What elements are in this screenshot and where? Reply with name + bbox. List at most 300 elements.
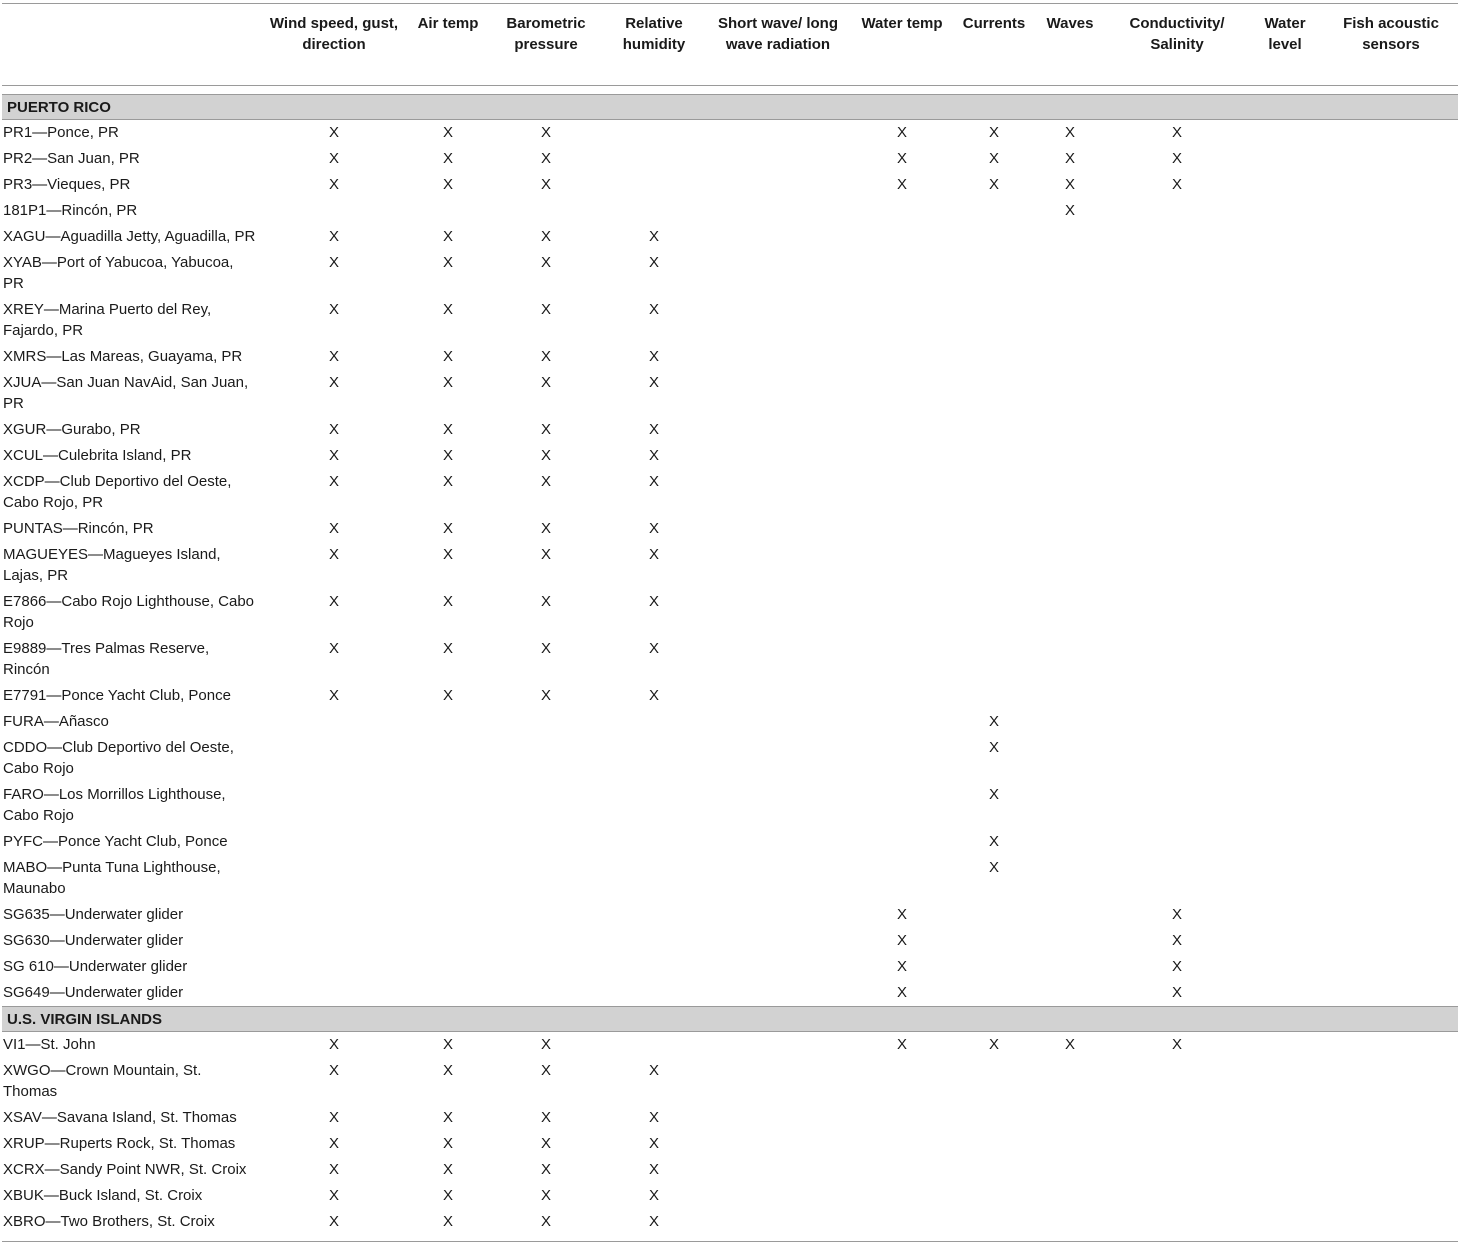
sensor-mark-cell — [600, 782, 708, 829]
sensor-mark-cell — [1324, 344, 1458, 370]
sensor-mark-cell: X — [328, 1109, 339, 1126]
sensor-mark-cell: X — [648, 228, 659, 245]
table-row — [2, 1105, 1458, 1131]
site-name-cell: XMRS—Las Mareas, Guayama, PR — [3, 348, 243, 365]
sensor-mark-cell — [708, 829, 848, 855]
sensor-mark-cell — [1324, 636, 1458, 683]
sensor-mark-cell — [708, 1183, 848, 1209]
sensor-mark-cell — [1108, 224, 1246, 250]
sensor-mark-cell: X — [988, 124, 999, 141]
sensor-mark-cell: X — [328, 640, 339, 657]
sensor-mark-cell: X — [328, 228, 339, 245]
sensor-mark-cell: X — [1171, 932, 1182, 949]
table-body — [2, 86, 1458, 1244]
sensor-mark-cell — [600, 198, 708, 224]
sensor-mark-cell — [1246, 469, 1324, 516]
table-row — [2, 928, 1458, 954]
sensor-mark-cell — [708, 928, 848, 954]
sensor-mark-cell — [492, 980, 600, 1007]
sensor-mark-cell: X — [648, 520, 659, 537]
sensor-mark-cell — [1108, 542, 1246, 589]
sensor-mark-cell: X — [442, 546, 453, 563]
sensor-mark-cell — [956, 344, 1032, 370]
sensor-mark-cell — [1324, 370, 1458, 417]
sensor-mark-cell — [1032, 224, 1108, 250]
sensor-mark-cell — [492, 954, 600, 980]
sensor-mark-cell — [1324, 120, 1458, 147]
sensor-mark-cell — [1324, 297, 1458, 344]
table-row — [2, 417, 1458, 443]
table-row — [2, 224, 1458, 250]
sensor-mark-cell: X — [540, 1161, 551, 1178]
sensor-mark-cell — [1032, 469, 1108, 516]
sensor-mark-cell: X — [328, 1161, 339, 1178]
sensor-mark-cell — [1032, 683, 1108, 709]
sensor-mark-cell — [1246, 224, 1324, 250]
sensor-mark-cell: X — [648, 348, 659, 365]
sensor-mark-cell: X — [1064, 1036, 1075, 1053]
site-name-cell: CDDO—Club Deportivo del Oeste, Cabo Rojo — [3, 739, 234, 777]
sensor-mark-cell: X — [328, 1036, 339, 1053]
sensor-mark-cell — [1032, 735, 1108, 782]
sensor-mark-cell — [1324, 855, 1458, 902]
site-name-cell: 181P1—Rincón, PR — [3, 202, 138, 219]
sensor-mark-cell — [848, 709, 956, 735]
sensor-mark-cell: X — [648, 687, 659, 704]
sensor-mark-cell — [600, 709, 708, 735]
sensor-mark-cell — [264, 928, 404, 954]
sensor-mark-cell — [492, 829, 600, 855]
sensor-mark-cell — [956, 980, 1032, 1007]
sensor-mark-cell: X — [328, 348, 339, 365]
sensor-mark-cell: X — [328, 520, 339, 537]
sensor-mark-cell: X — [1171, 176, 1182, 193]
sensor-mark-cell: X — [442, 1213, 453, 1230]
sensor-mark-cell — [1108, 782, 1246, 829]
sensor-mark-cell — [1108, 516, 1246, 542]
header-relative-humidity: Relative humidity — [600, 4, 708, 86]
sensor-mark-cell — [1032, 1058, 1108, 1105]
sensor-mark-cell — [600, 172, 708, 198]
sensor-mark-cell: X — [540, 687, 551, 704]
sensor-mark-cell — [956, 1105, 1032, 1131]
header-spacer — [2, 86, 1458, 95]
sensor-mark-cell — [956, 250, 1032, 297]
site-name-cell: PR2—San Juan, PR — [3, 150, 140, 167]
sensor-mark-cell — [1324, 198, 1458, 224]
sensor-mark-cell — [1246, 902, 1324, 928]
site-name-cell: SG649—Underwater glider — [3, 984, 184, 1001]
sensor-mark-cell — [1032, 516, 1108, 542]
sensor-mark-cell: X — [988, 713, 999, 730]
sensor-mark-cell: X — [1171, 906, 1182, 923]
sensor-mark-cell: X — [1171, 958, 1182, 975]
sensor-mark-cell — [1324, 516, 1458, 542]
sensor-mark-cell: X — [442, 1109, 453, 1126]
site-name-cell: E7791—Ponce Yacht Club, Ponce — [3, 687, 231, 704]
table-row — [2, 469, 1458, 516]
sensor-mark-cell: X — [540, 593, 551, 610]
site-name-cell: MAGUEYES—Magueyes Island, Lajas, PR — [3, 546, 221, 584]
sensor-mark-cell — [1324, 1157, 1458, 1183]
site-name-cell: SG630—Underwater glider — [3, 932, 184, 949]
sensor-mark-cell — [1324, 1058, 1458, 1105]
sensor-mark-cell: X — [442, 254, 453, 271]
sensor-mark-cell — [600, 735, 708, 782]
sensor-mark-cell — [1108, 250, 1246, 297]
site-name-cell: XRUP—Ruperts Rock, St. Thomas — [3, 1135, 236, 1152]
sensor-mark-cell: X — [540, 421, 551, 438]
sensor-mark-cell — [264, 855, 404, 902]
table-row — [2, 297, 1458, 344]
sensor-mark-cell — [848, 1209, 956, 1243]
sensor-mark-cell: X — [540, 254, 551, 271]
sensor-mark-cell — [1032, 250, 1108, 297]
table-row — [2, 709, 1458, 735]
sensor-mark-cell — [600, 829, 708, 855]
sensor-mark-cell — [848, 1058, 956, 1105]
sensor-mark-cell — [956, 443, 1032, 469]
sensor-mark-cell: X — [540, 1036, 551, 1053]
sensor-mark-cell — [1108, 1157, 1246, 1183]
sensor-mark-cell — [1108, 417, 1246, 443]
sensor-mark-cell — [1108, 1183, 1246, 1209]
header-air-temp: Air temp — [404, 4, 492, 86]
table-row — [2, 855, 1458, 902]
sensor-mark-cell — [1032, 542, 1108, 589]
sensor-mark-cell — [956, 370, 1032, 417]
table-row — [2, 954, 1458, 980]
sensor-mark-cell — [1246, 709, 1324, 735]
sensor-mark-cell — [956, 928, 1032, 954]
table-row — [2, 120, 1458, 147]
sensor-mark-cell — [1324, 469, 1458, 516]
site-name-cell: PYFC—Ponce Yacht Club, Ponce — [3, 833, 228, 850]
header-row — [2, 4, 1458, 86]
header-site — [2, 4, 264, 86]
site-name-cell: VI1—St. John — [3, 1036, 96, 1053]
sensor-mark-cell — [264, 709, 404, 735]
sensor-mark-cell: X — [328, 447, 339, 464]
site-name-cell: PUNTAS—Rincón, PR — [3, 520, 154, 537]
sensor-mark-cell — [848, 370, 956, 417]
sensor-mark-cell — [1324, 250, 1458, 297]
sensor-mark-cell: X — [442, 520, 453, 537]
sensor-mark-cell — [1246, 636, 1324, 683]
sensor-mark-cell: X — [896, 1036, 907, 1053]
sensor-mark-cell: X — [648, 447, 659, 464]
sensor-mark-cell — [404, 782, 492, 829]
sensor-mark-cell — [956, 636, 1032, 683]
sensor-mark-cell: X — [648, 640, 659, 657]
sensor-mark-cell — [848, 542, 956, 589]
sensor-mark-cell — [1108, 198, 1246, 224]
sensor-mark-cell — [404, 954, 492, 980]
table-row — [2, 902, 1458, 928]
sensor-mark-cell: X — [896, 984, 907, 1001]
table-row — [2, 516, 1458, 542]
table-row — [2, 735, 1458, 782]
site-name-cell: XWGO—Crown Mountain, St. Thomas — [3, 1062, 202, 1100]
site-name-cell: XBRO—Two Brothers, St. Croix — [3, 1213, 215, 1230]
sensor-mark-cell — [1246, 516, 1324, 542]
sensor-mark-cell — [848, 1131, 956, 1157]
sensor-mark-cell — [404, 855, 492, 902]
sensor-mark-cell — [1324, 954, 1458, 980]
section-header-row — [2, 1007, 1458, 1032]
sensor-mark-cell — [1246, 928, 1324, 954]
sensor-mark-cell — [264, 782, 404, 829]
sensor-mark-cell — [600, 146, 708, 172]
sensor-mark-cell — [1324, 417, 1458, 443]
sensor-mark-cell: X — [648, 301, 659, 318]
sensor-mark-cell: X — [896, 150, 907, 167]
sensor-mark-cell: X — [442, 1161, 453, 1178]
sensor-mark-cell: X — [1064, 202, 1075, 219]
table-row — [2, 344, 1458, 370]
sensor-mark-cell — [1324, 1131, 1458, 1157]
sensor-mark-cell — [1108, 829, 1246, 855]
sensor-mark-cell: X — [442, 150, 453, 167]
sensor-mark-cell — [708, 1209, 848, 1243]
sensor-mark-cell — [1108, 1105, 1246, 1131]
sensor-mark-cell — [1032, 344, 1108, 370]
sensor-mark-cell — [1246, 172, 1324, 198]
sensor-mark-cell — [848, 417, 956, 443]
sensor-mark-cell: X — [442, 1062, 453, 1079]
table-row — [2, 542, 1458, 589]
sensor-mark-cell — [264, 735, 404, 782]
sensor-mark-cell — [1324, 709, 1458, 735]
sensor-mark-cell — [600, 928, 708, 954]
sensor-mark-cell: X — [540, 348, 551, 365]
sensor-mark-cell — [1246, 344, 1324, 370]
sensor-mark-cell: X — [442, 1187, 453, 1204]
sensor-mark-cell — [848, 516, 956, 542]
table-row — [2, 683, 1458, 709]
sensor-mark-cell: X — [442, 640, 453, 657]
sensor-mark-cell — [708, 146, 848, 172]
sensor-mark-cell: X — [442, 593, 453, 610]
sensor-mark-cell — [708, 417, 848, 443]
sensor-mark-cell: X — [1064, 176, 1075, 193]
sensor-mark-cell — [848, 782, 956, 829]
sensor-mark-cell — [848, 224, 956, 250]
sensor-mark-cell: X — [442, 124, 453, 141]
sensor-mark-cell — [404, 198, 492, 224]
sensor-mark-cell: X — [540, 374, 551, 391]
sensor-mark-cell — [708, 589, 848, 636]
header-barometric-pressure: Barometric pressure — [492, 4, 600, 86]
site-name-cell: XSAV—Savana Island, St. Thomas — [3, 1109, 237, 1126]
sensor-mark-cell — [1324, 146, 1458, 172]
sensor-mark-cell — [848, 829, 956, 855]
site-name-cell: E7866—Cabo Rojo Lighthouse, Cabo Rojo — [3, 593, 255, 631]
sensor-mark-cell — [1032, 902, 1108, 928]
table-row — [2, 980, 1458, 1007]
sensor-mark-cell — [492, 928, 600, 954]
sensor-mark-cell: X — [328, 1213, 339, 1230]
sensor-mark-cell — [1246, 542, 1324, 589]
site-name-cell: E9889—Tres Palmas Reserve, Rincón — [3, 640, 210, 678]
sensor-mark-cell — [1246, 589, 1324, 636]
sensor-mark-cell — [848, 198, 956, 224]
sensor-mark-cell: X — [648, 421, 659, 438]
sensor-mark-cell: X — [540, 546, 551, 563]
header-radiation: Short wave/ long wave radiation — [708, 4, 848, 86]
sensor-mark-cell: X — [648, 254, 659, 271]
sensor-mark-cell: X — [1171, 984, 1182, 1001]
site-name-cell: XAGU—Aguadilla Jetty, Aguadilla, PR — [3, 228, 256, 245]
sensor-mark-cell: X — [988, 176, 999, 193]
sensor-mark-cell — [708, 709, 848, 735]
sensor-mark-cell — [1324, 928, 1458, 954]
sensor-mark-cell — [708, 172, 848, 198]
site-name-cell: XBUK—Buck Island, St. Croix — [3, 1187, 203, 1204]
sensor-mark-cell — [1246, 1183, 1324, 1209]
sensor-mark-cell — [848, 250, 956, 297]
sensor-mark-cell — [1246, 370, 1324, 417]
sensor-mark-cell — [848, 344, 956, 370]
sensor-mark-cell — [708, 542, 848, 589]
sensor-mark-cell — [404, 928, 492, 954]
site-name-cell: SG 610—Underwater glider — [3, 958, 188, 975]
sensor-mark-cell — [1032, 954, 1108, 980]
sensor-mark-cell — [956, 224, 1032, 250]
sensor-mark-cell — [1324, 1105, 1458, 1131]
sensor-mark-cell — [1246, 1131, 1324, 1157]
sensor-mark-cell — [1246, 417, 1324, 443]
header-water-temp: Water temp — [848, 4, 956, 86]
sensor-mark-cell — [1108, 469, 1246, 516]
sensor-mark-cell — [956, 1058, 1032, 1105]
sensor-mark-cell — [1108, 1131, 1246, 1157]
section-header-row — [2, 95, 1458, 120]
sensor-mark-cell — [1324, 902, 1458, 928]
sensor-mark-cell — [1032, 782, 1108, 829]
sensor-mark-cell — [1246, 297, 1324, 344]
sensor-mark-cell — [1108, 1058, 1246, 1105]
sensor-mark-cell — [956, 1209, 1032, 1243]
sensor-mark-cell — [1246, 782, 1324, 829]
sensor-mark-cell — [1032, 1209, 1108, 1243]
site-name-cell: XCUL—Culebrita Island, PR — [3, 447, 192, 464]
sensor-mark-cell: X — [540, 228, 551, 245]
sensor-mark-cell — [956, 516, 1032, 542]
sensor-mark-cell: X — [328, 1062, 339, 1079]
sensor-mark-cell: X — [442, 1036, 453, 1053]
sensor-mark-cell: X — [328, 1187, 339, 1204]
sensor-mark-cell — [708, 782, 848, 829]
sensor-mark-cell — [956, 954, 1032, 980]
sensor-mark-cell — [1246, 146, 1324, 172]
table-row — [2, 370, 1458, 417]
sensor-mark-cell — [492, 855, 600, 902]
sensor-mark-cell — [1246, 954, 1324, 980]
sensor-mark-cell — [848, 589, 956, 636]
sensor-mark-cell — [1246, 1209, 1324, 1243]
sensor-mark-cell: X — [328, 593, 339, 610]
sensor-mark-cell — [264, 954, 404, 980]
sensor-mark-cell — [1108, 589, 1246, 636]
sensor-mark-cell: X — [442, 228, 453, 245]
sensor-mark-cell — [1032, 855, 1108, 902]
sensor-mark-cell — [1032, 1157, 1108, 1183]
table-row — [2, 1032, 1458, 1059]
sensor-mark-cell — [404, 735, 492, 782]
sensor-mark-cell — [1032, 1131, 1108, 1157]
table-row — [2, 1131, 1458, 1157]
sensor-mark-cell — [848, 1157, 956, 1183]
sensor-mark-cell — [708, 954, 848, 980]
sensor-mark-cell — [708, 1157, 848, 1183]
sensor-mark-cell — [492, 782, 600, 829]
sensor-mark-cell — [1324, 1183, 1458, 1209]
sensor-mark-cell — [708, 1032, 848, 1059]
sensor-mark-cell: X — [328, 421, 339, 438]
sensor-mark-cell — [492, 902, 600, 928]
sensor-mark-cell — [708, 902, 848, 928]
sensor-mark-cell — [1032, 636, 1108, 683]
table-row — [2, 172, 1458, 198]
table-row — [2, 636, 1458, 683]
sensor-mark-cell — [600, 902, 708, 928]
sensor-mark-cell — [1324, 443, 1458, 469]
sensor-mark-cell — [708, 1131, 848, 1157]
sensor-mark-cell — [404, 980, 492, 1007]
sensor-mark-cell — [1246, 735, 1324, 782]
sensor-mark-cell: X — [540, 447, 551, 464]
table-row — [2, 1157, 1458, 1183]
sensor-mark-cell — [1246, 1058, 1324, 1105]
sensor-mark-cell — [1032, 1105, 1108, 1131]
sensor-mark-cell — [1032, 709, 1108, 735]
sensor-mark-cell — [1246, 198, 1324, 224]
header-water-level: Water level — [1246, 4, 1324, 86]
sensor-mark-cell — [708, 250, 848, 297]
sensor-mark-cell — [1246, 829, 1324, 855]
sensor-mark-cell — [1324, 980, 1458, 1007]
table-row — [2, 198, 1458, 224]
sensor-mark-cell: X — [540, 473, 551, 490]
sensor-mark-cell: X — [896, 124, 907, 141]
sensor-mark-cell: X — [988, 786, 999, 803]
sensor-mark-cell: X — [1064, 150, 1075, 167]
sensor-mark-cell: X — [1171, 124, 1182, 141]
sensor-mark-cell — [1246, 683, 1324, 709]
sensor-mark-cell: X — [896, 176, 907, 193]
sensor-mark-cell — [264, 829, 404, 855]
site-name-cell: FURA—Añasco — [3, 713, 109, 730]
sensor-mark-cell: X — [540, 640, 551, 657]
table-row — [2, 1058, 1458, 1105]
table-row — [2, 250, 1458, 297]
sensor-mark-cell: X — [442, 447, 453, 464]
sensor-matrix-table — [2, 3, 1458, 1243]
sensor-mark-cell — [708, 980, 848, 1007]
sensor-mark-cell: X — [328, 124, 339, 141]
sensor-mark-cell — [1108, 1209, 1246, 1243]
sensor-mark-cell: X — [648, 593, 659, 610]
sensor-mark-cell: X — [328, 254, 339, 271]
sensor-mark-cell: X — [328, 374, 339, 391]
sensor-mark-cell — [956, 297, 1032, 344]
sensor-mark-cell: X — [896, 906, 907, 923]
sensor-mark-cell: X — [442, 1135, 453, 1152]
sensor-mark-cell: X — [540, 1109, 551, 1126]
table-row — [2, 782, 1458, 829]
sensor-mark-cell — [956, 1131, 1032, 1157]
